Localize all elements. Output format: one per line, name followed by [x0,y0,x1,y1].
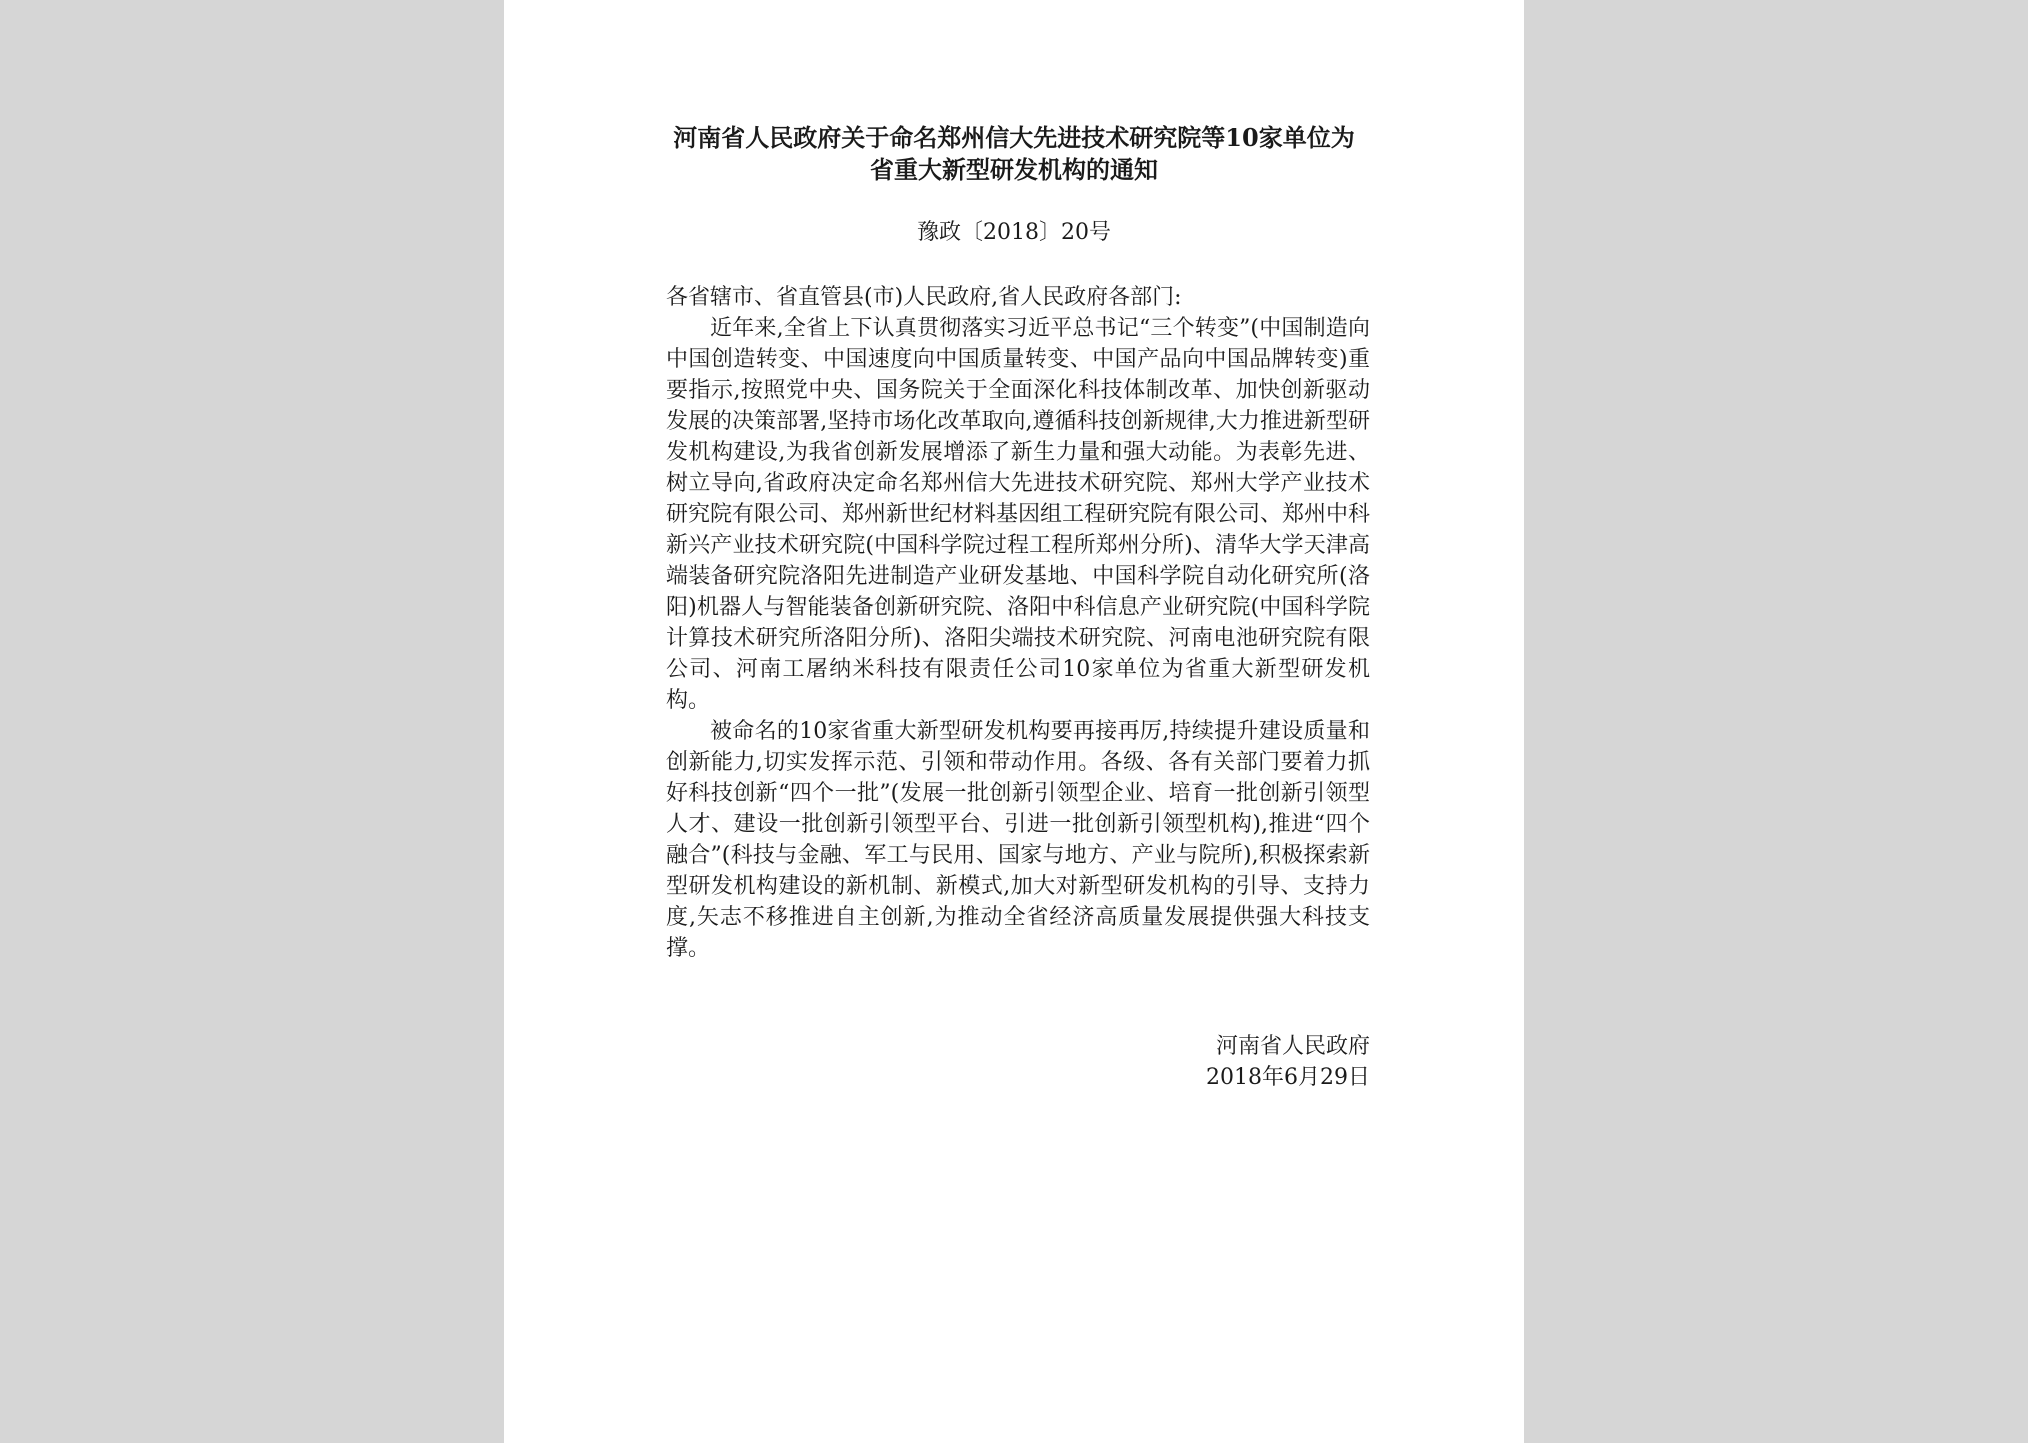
page-title [504,122,1524,186]
addressee: 各省辖市、省直管县(市)人民政府,省人民政府各部门: [666,285,1182,310]
issue-date: 2018年6月29日 [1206,1065,1370,1090]
title-line-1: 河南省人民政府关于命名郑州信大先进技术研究院等10家单位为 [673,123,1355,152]
title-line-2: 省重大新型研发机构的通知 [870,155,1158,184]
document-number: 豫政〔2018〕20号 [917,220,1111,245]
signatory: 河南省人民政府 [1215,1034,1370,1059]
signature-block [1206,1031,1370,1093]
paragraph-1: 近年来,全省上下认真贯彻落实习近平总书记“三个转变”(中国制造向中国创造转变、中国速度向中国质量转变、中国产品向中国品牌转变)重要指示,按照党中央、国务院关于全面深化科技体制改革、加快创新驱动发展的决策部署,坚持市场化改革取向,遵循科技创新规律,大力推进新型研发机构建设,为我省创新发展增添了新生力量和强大动能。为表彰先进、树立导向,省政府决定命名郑州信大先进技术研究院、郑州大学产业技术研究院有限公司、郑州新世纪材料基因组工程研究院有限公司、郑州中科新兴产业技术研究院(中国科学院过程工程所郑州分所)、清华大学天津高端装备研究院洛阳先进制造产业研发基地、中国科学院自动化研究所(洛阳)机器人与智能装备创新研究院、洛阳中科信息产业研究院(中国科学院计算技术研究所洛阳分所)、洛阳尖端技术研究院、河南电池研究院有限公司、河南工屠纳米科技有限责任公司10家单位为省重大新型研发机构。 [666,316,1371,713]
paragraph-2: 被命名的10家省重大新型研发机构要再接再厉,持续提升建设质量和创新能力,切实发挥示范、引领和带动作用。各级、各有关部门要着力抓好科技创新“四个一批”(发展一批创新引领型企业、培育一批创新引领型人才、建设一批创新引领型平台、引进一批创新引领型机构),推进“四个融合”(科技与金融、军工与民用、国家与地方、产业与院所),积极探索新型研发机构建设的新机制、新模式,加大对新型研发机构的引导、支持力度,矢志不移推进自主创新,为推动全省经济高质量发展提供强大科技支撑。 [666,719,1370,961]
document-page [504,0,1524,1443]
document-body [666,282,1370,964]
